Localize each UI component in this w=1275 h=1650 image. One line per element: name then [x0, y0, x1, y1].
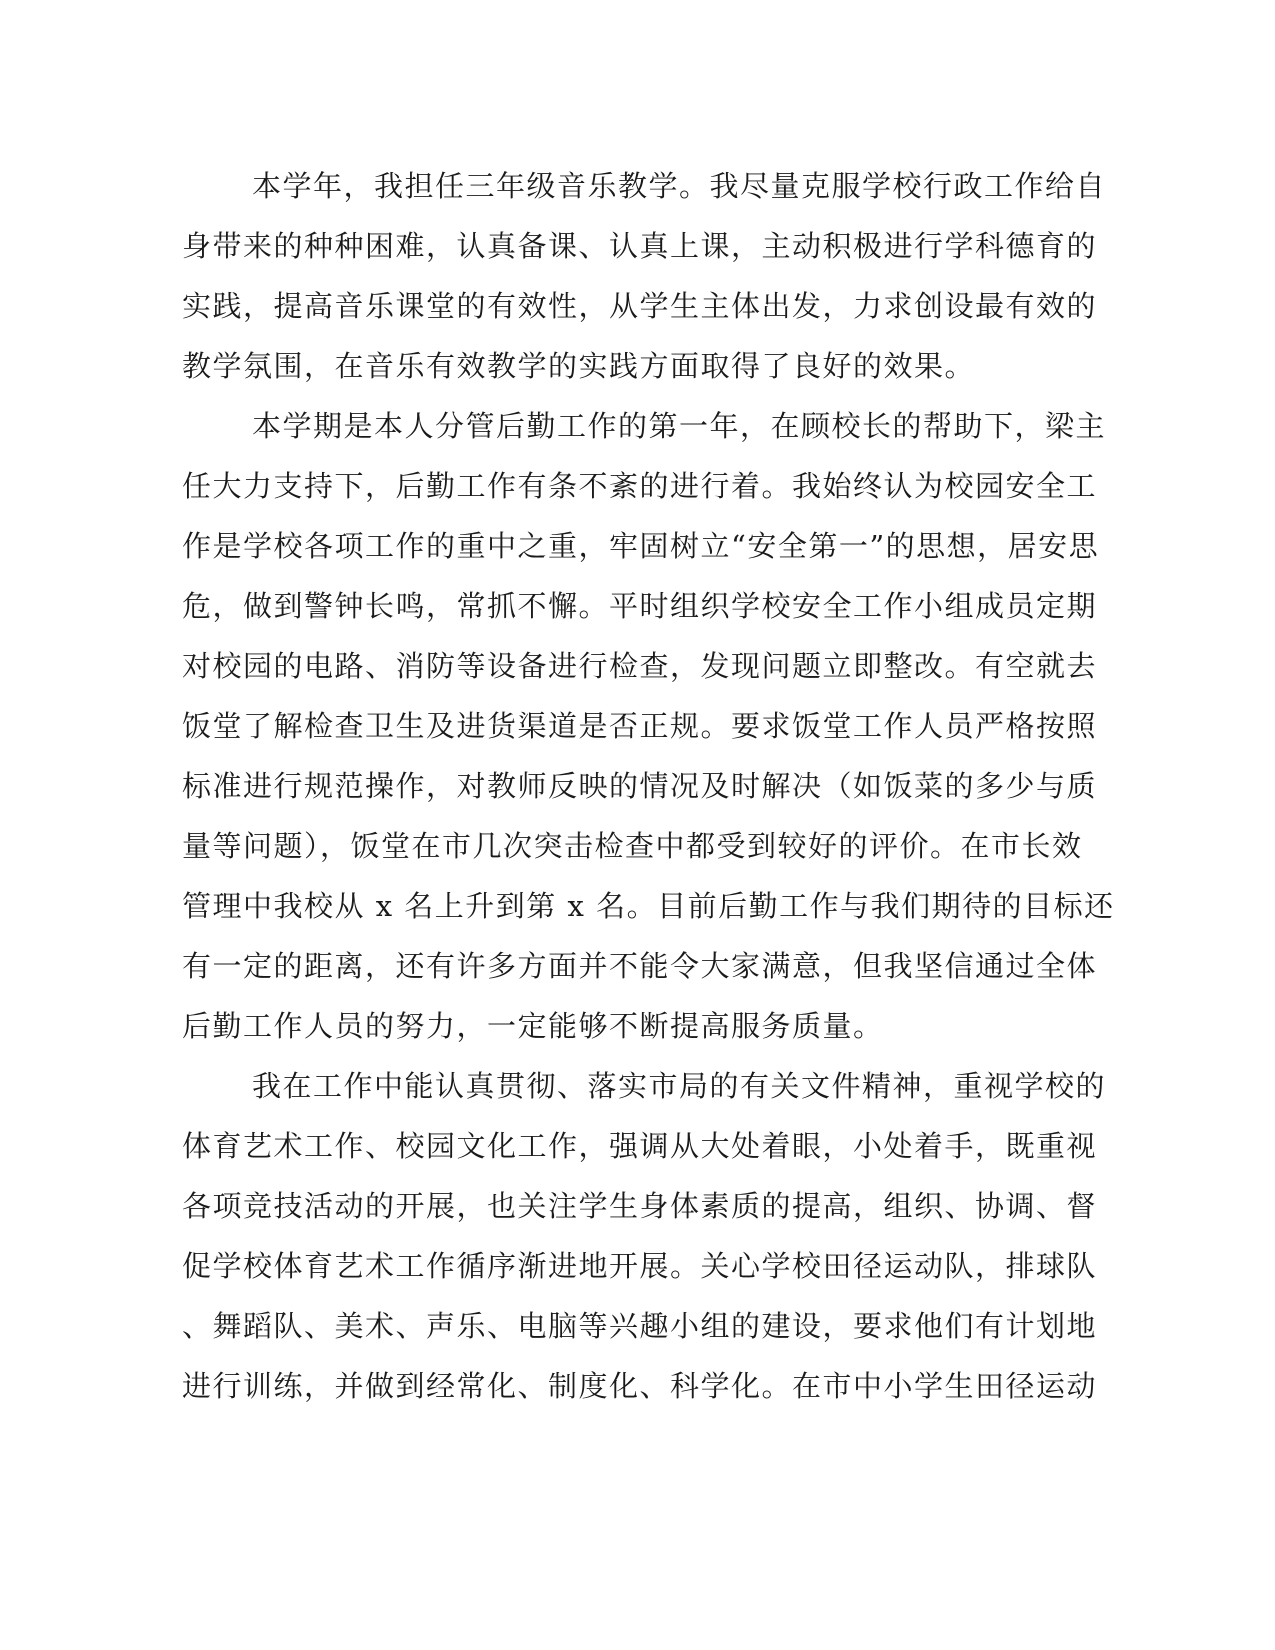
- paragraph-line: 教学氛围，在音乐有效教学的实践方面取得了良好的效果。: [182, 349, 976, 383]
- paragraph-line: 本学年，我担任三年级音乐教学。我尽量克服学校行政工作给自: [252, 169, 1107, 203]
- paragraph-line: 本学期是本人分管后勤工作的第一年，在顾校长的帮助下，梁主: [252, 409, 1107, 443]
- paragraph-line: 身带来的种种困难，认真备课、认真上课，主动积极进行学科德育的: [182, 229, 1098, 263]
- paragraph-line: 实践，提高音乐课堂的有效性，从学生主体出发，力求创设最有效的: [182, 289, 1098, 323]
- paragraph-line: 标准进行规范操作，对教师反映的情况及时解决（如饭菜的多少与质: [182, 769, 1098, 803]
- paragraph-line: 危，做到警钟长鸣，常抓不懈。平时组织学校安全工作小组成员定期: [182, 589, 1098, 623]
- document-body: [182, 156, 1115, 1416]
- paragraph-line: 进行训练，并做到经常化、制度化、科学化。在市中小学生田径运动: [182, 1369, 1098, 1403]
- paragraph-line: 、舞蹈队、美术、声乐、电脑等兴趣小组的建设，要求他们有计划地: [182, 1309, 1098, 1343]
- paragraph-line: 饭堂了解检查卫生及进货渠道是否正规。要求饭堂工作人员严格按照: [182, 709, 1098, 743]
- paragraph-line: 我在工作中能认真贯彻、落实市局的有关文件精神，重视学校的: [252, 1069, 1107, 1103]
- paragraph-line: 有一定的距离，还有许多方面并不能令大家满意，但我坚信通过全体: [182, 949, 1098, 983]
- paragraph-1: [182, 156, 1107, 396]
- paragraph-line: 量等问题），饭堂在市几次突击检查中都受到较好的评价。在市长效: [182, 829, 1083, 863]
- paragraph-line: 各项竞技活动的开展，也关注学生身体素质的提高，组织、协调、督: [182, 1189, 1098, 1223]
- paragraph-line: 后勤工作人员的努力，一定能够不断提高服务质量。: [182, 1009, 884, 1043]
- paragraph-line: 对校园的电路、消防等设备进行检查，发现问题立即整改。有空就去: [182, 649, 1098, 683]
- paragraph-3: [182, 1056, 1107, 1416]
- paragraph-2: [182, 396, 1115, 1056]
- paragraph-line: 任大力支持下，后勤工作有条不紊的进行着。我始终认为校园安全工: [182, 469, 1098, 503]
- paragraph-line: 促学校体育艺术工作循序渐进地开展。关心学校田径运动队，排球队: [182, 1249, 1098, 1283]
- paragraph-line: 体育艺术工作、校园文化工作，强调从大处着眼，小处着手，既重视: [182, 1129, 1098, 1163]
- paragraph-line: 作是学校各项工作的重中之重，牢固树立“安全第一”的思想，居安思: [182, 529, 1100, 563]
- paragraph-line: 管理中我校从 x 名上升到第 x 名。目前后勤工作与我们期待的目标还: [182, 889, 1115, 923]
